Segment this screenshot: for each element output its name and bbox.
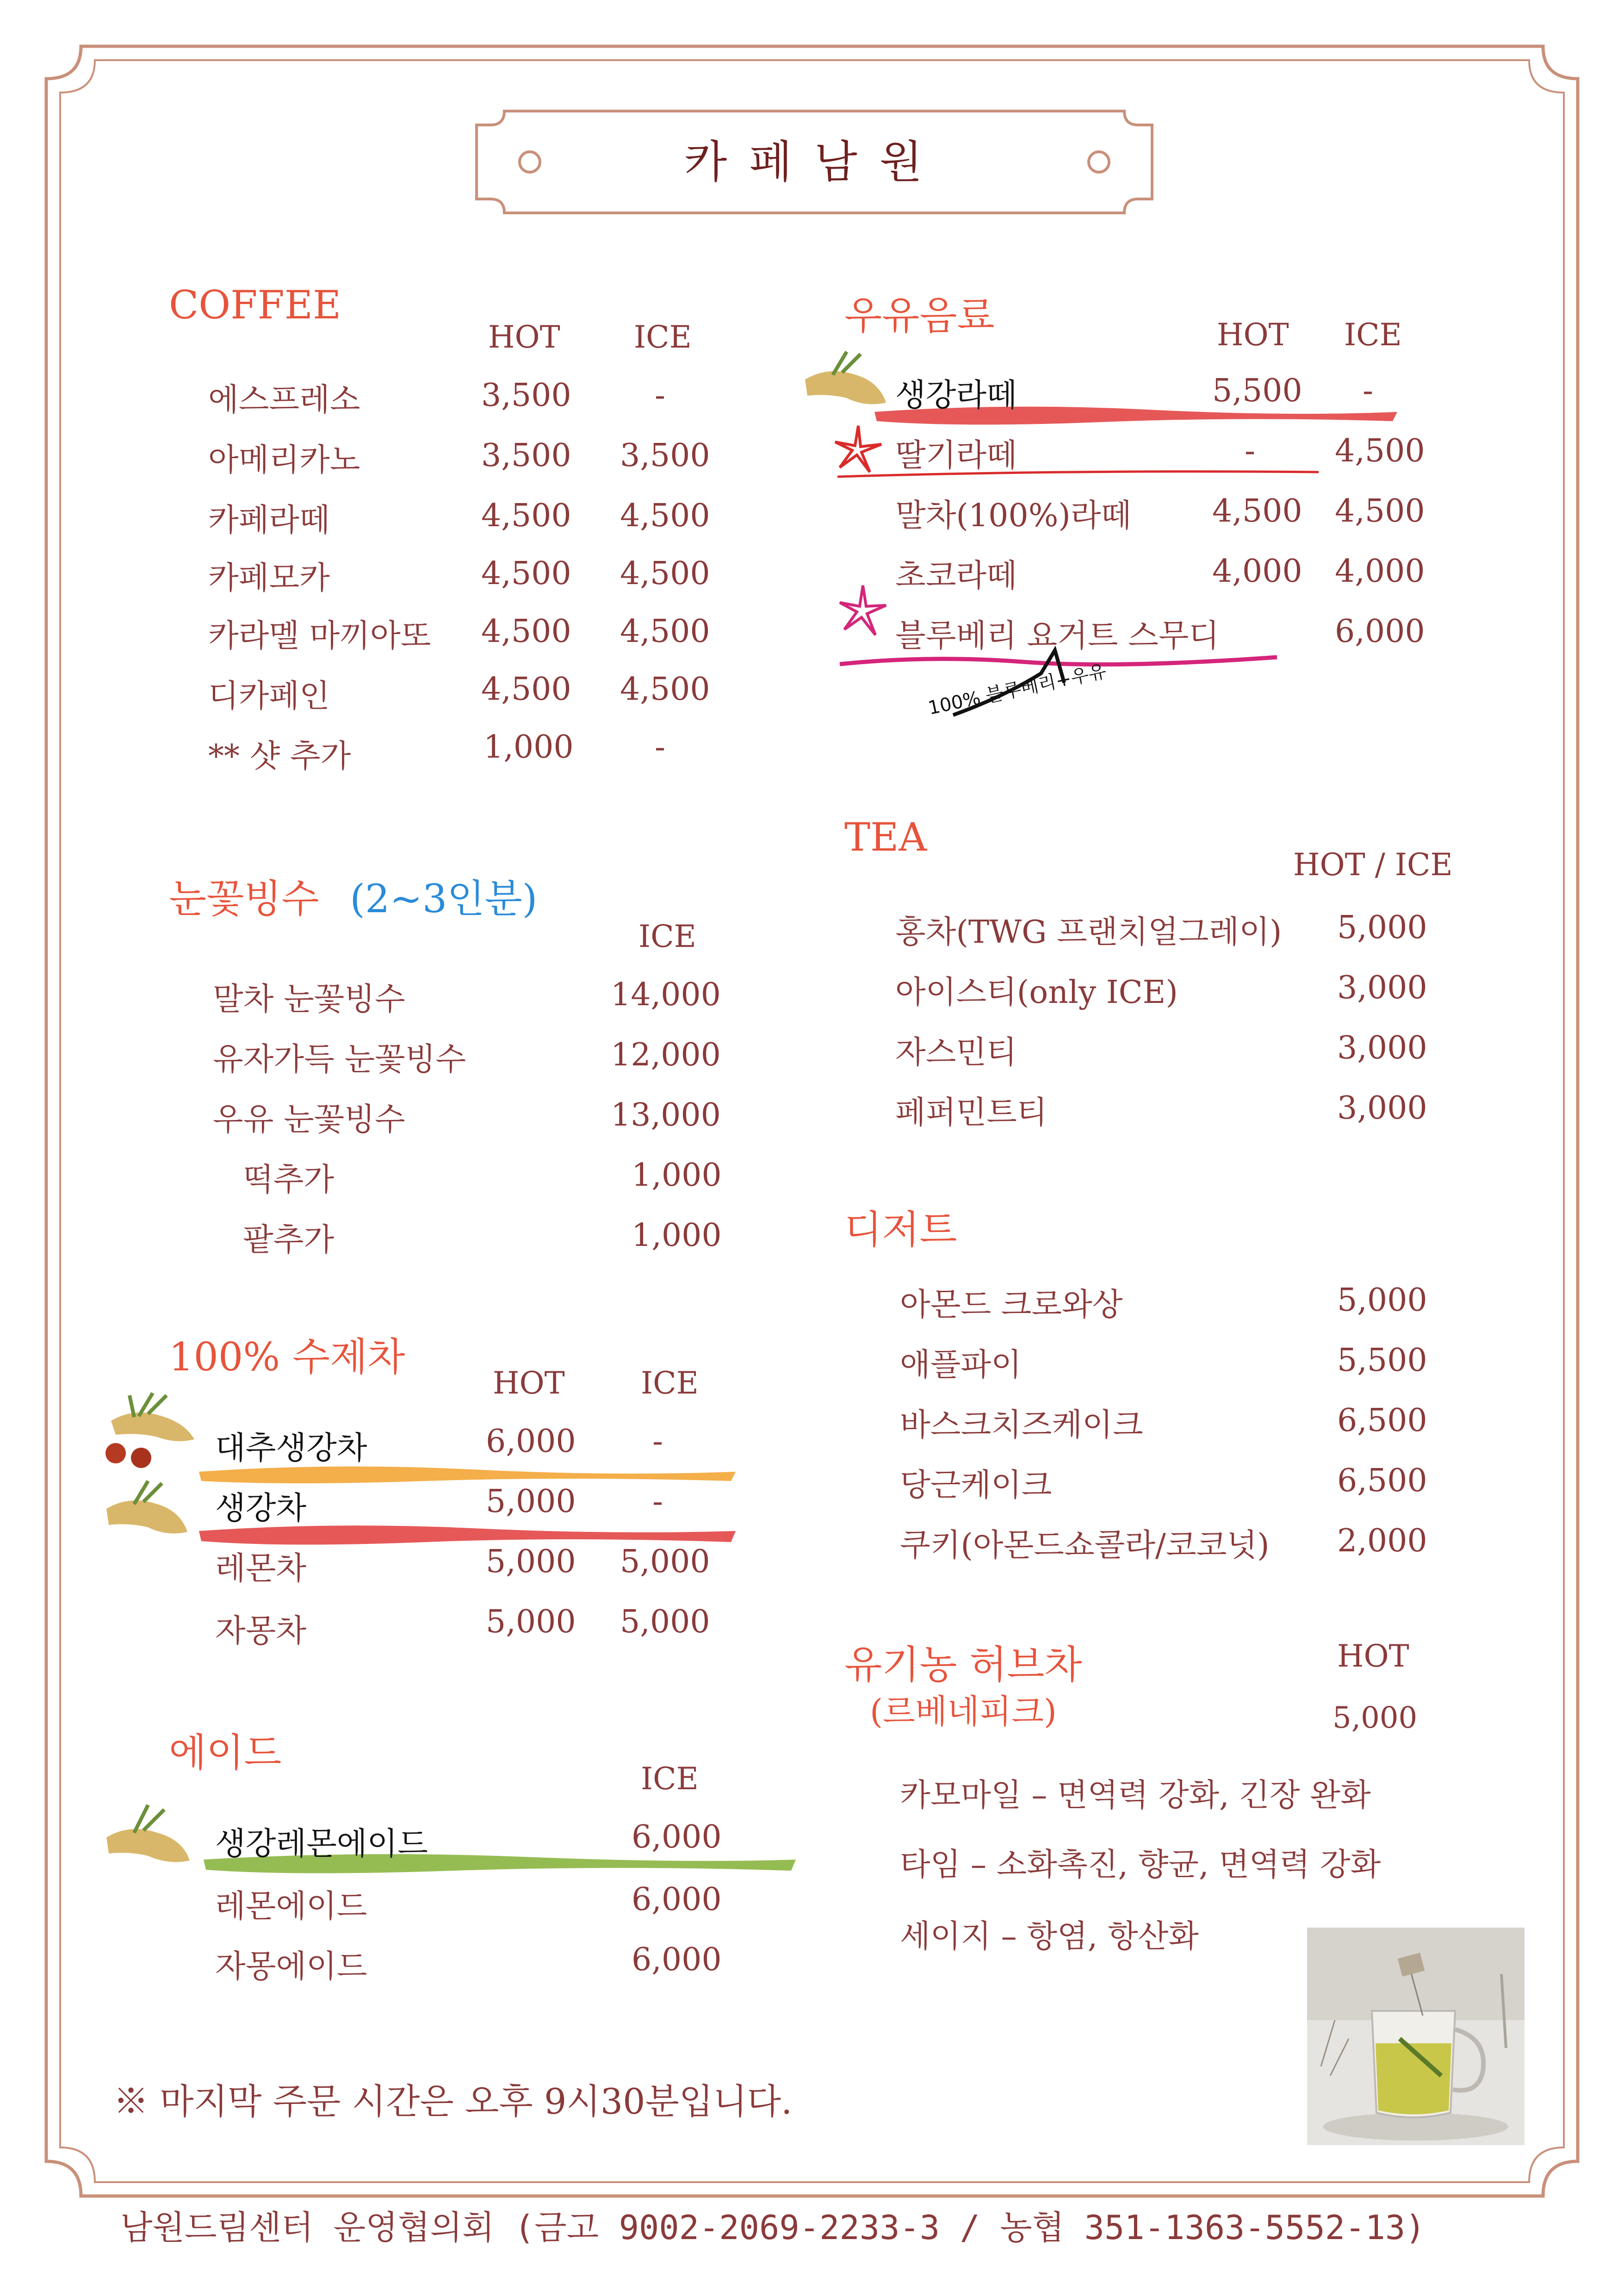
dessert-item-price: 5,000 <box>1337 1282 1427 1319</box>
coffee-item-name: 디카페인 <box>208 678 330 715</box>
tea-item-name: 아이스티(only ICE) <box>895 974 1178 1011</box>
milk-item-ice: - <box>1363 373 1373 409</box>
bingsu-item-name: 유자가득 눈꽃빙수 <box>213 1041 466 1078</box>
herb-item: 세이지 – 항염, 항산화 <box>900 1918 1199 1955</box>
ade-heading: 에이드 <box>169 1730 282 1775</box>
handmade-item-ice: 5,000 <box>620 1543 710 1580</box>
coffee-item-name: 카페라떼 <box>208 502 330 539</box>
milk-item-hot: 4,500 <box>1212 493 1302 529</box>
ginger-icon <box>97 1472 194 1555</box>
herb-heading: 유기농 허브차 <box>844 1642 1082 1687</box>
ginger-icon <box>796 342 888 426</box>
milk-item-name: 딸기라떼 <box>895 437 1017 474</box>
dessert-item-price: 5,500 <box>1337 1342 1427 1379</box>
coffee-item-hot: 4,500 <box>481 613 571 650</box>
bingsu-item-price: 12,000 <box>611 1037 721 1073</box>
herb-hot-header: HOT <box>1337 1638 1409 1674</box>
tea-item-price: 3,000 <box>1337 970 1427 1006</box>
ade-item-name: 레몬에이드 <box>215 1888 367 1925</box>
milk-item-ice: 4,500 <box>1335 433 1425 469</box>
jujube-ginger-icon <box>97 1388 204 1472</box>
footer-account-info: 남원드림센터 운영협의회 (금고 9002-2069-2233-3 / 농협 351-1363-5552-13) <box>120 2208 1426 2247</box>
dessert-item-price: 6,500 <box>1337 1402 1427 1439</box>
bingsu-item-price: 14,000 <box>611 977 721 1013</box>
bingsu-title: 눈꽃빙수 <box>169 876 319 921</box>
milk-item-ice: 4,500 <box>1335 493 1425 529</box>
herb-price: 5,000 <box>1333 1701 1418 1735</box>
bingsu-subtitle: (2~3인분) <box>350 876 538 921</box>
milk-item-hot: 5,500 <box>1212 373 1302 409</box>
handmade-item-name: 생강차 <box>215 1490 307 1527</box>
bingsu-item-price: 13,000 <box>611 1097 721 1133</box>
coffee-ice-header: ICE <box>634 319 692 355</box>
tea-item-price: 5,000 <box>1337 909 1427 946</box>
ade-item-price: 6,000 <box>632 1941 722 1978</box>
dessert-item-name: 애플파이 <box>900 1347 1022 1383</box>
handmade-item-ice: - <box>652 1483 663 1520</box>
dessert-item-price: 6,500 <box>1337 1462 1427 1499</box>
coffee-item-hot: 3,500 <box>481 437 571 474</box>
coffee-item-ice: 4,500 <box>620 613 710 650</box>
ade-item-price: 6,000 <box>632 1881 722 1918</box>
herb-item: 카모마일 – 면역력 강화, 긴장 완화 <box>900 1777 1371 1814</box>
ade-item-price: 6,000 <box>632 1819 722 1855</box>
handmade-item-hot: 5,000 <box>486 1483 576 1520</box>
handmade-item-hot: 5,000 <box>486 1604 576 1640</box>
handmade-item-name: 대추생강차 <box>215 1430 367 1467</box>
dessert-item-name: 당근케이크 <box>900 1467 1052 1504</box>
last-order-note: ※ 마지막 주문 시간은 오후 9시30분입니다. <box>113 2081 793 2122</box>
bingsu-item-price: 1,000 <box>632 1157 722 1194</box>
bingsu-heading <box>169 868 537 924</box>
milk-item-hot: - <box>1245 433 1255 469</box>
coffee-item-ice: 3,500 <box>620 437 710 474</box>
milk-ice-header: ICE <box>1344 317 1402 353</box>
tea-hotice-header: HOT / ICE <box>1293 847 1453 883</box>
ade-item-name: 생강레몬에이드 <box>215 1826 428 1862</box>
milk-item-hot: 4,000 <box>1212 553 1302 590</box>
bingsu-item-name: 말차 눈꽃빙수 <box>213 981 405 1018</box>
tea-item-name: 페퍼민트티 <box>895 1095 1048 1131</box>
coffee-item-hot: 3,500 <box>481 377 571 414</box>
ade-ice-header: ICE <box>641 1761 699 1797</box>
handmade-hot-header: HOT <box>493 1365 565 1401</box>
dessert-item-name: 쿠키(아몬드쇼콜라/코코넛) <box>900 1527 1270 1564</box>
coffee-item-ice: - <box>655 377 665 414</box>
coffee-heading: COFFEE <box>169 282 341 328</box>
coffee-item-name: 아메리카노 <box>208 442 360 479</box>
tea-item-price: 3,000 <box>1337 1090 1427 1126</box>
milk-item-name: 초코라떼 <box>895 558 1017 594</box>
tea-item-name: 자스민티 <box>895 1034 1017 1071</box>
ginger-icon <box>97 1796 199 1888</box>
handmade-item-ice: - <box>652 1423 663 1460</box>
milk-heading: 우유음료 <box>844 293 995 338</box>
coffee-item-ice: 4,500 <box>620 555 710 592</box>
coffee-item-hot: 1,000 <box>483 729 574 765</box>
dessert-item-name: 아몬드 크로와상 <box>900 1287 1123 1323</box>
coffee-item-hot: 4,500 <box>481 555 571 592</box>
milk-item-name: 말차(100%)라떼 <box>895 498 1132 534</box>
coffee-item-name: 에스프레소 <box>208 382 360 418</box>
herb-subtitle: (르베네피크) <box>870 1692 1057 1731</box>
star-doodle-icon <box>833 423 884 474</box>
bingsu-item-name: 우유 눈꽃빙수 <box>213 1101 405 1138</box>
coffee-item-hot: 4,500 <box>481 498 571 534</box>
coffee-item-ice: 4,500 <box>620 671 710 708</box>
handmade-heading: 100% 수제차 <box>169 1334 405 1380</box>
bingsu-item-price: 1,000 <box>632 1217 722 1254</box>
milk-item-name: 생강라떼 <box>895 377 1017 414</box>
handmade-ice-header: ICE <box>641 1365 699 1401</box>
tea-heading: TEA <box>844 815 927 860</box>
milk-item-ice: 4,000 <box>1335 553 1425 590</box>
handmade-item-ice: 5,000 <box>620 1604 710 1640</box>
dessert-item-name: 바스크치즈케이크 <box>900 1407 1143 1444</box>
tea-item-price: 3,000 <box>1337 1030 1427 1066</box>
coffee-item-hot: 4,500 <box>481 671 571 708</box>
bingsu-item-name: 팥추가 <box>243 1222 335 1258</box>
coffee-item-name: ** 샷 추가 <box>208 738 351 775</box>
milk-annotation: 100% 블루베리+우유 <box>926 660 1109 719</box>
coffee-item-name: 카페모카 <box>208 560 330 597</box>
milk-item-ice: 6,000 <box>1335 613 1425 650</box>
herb-tea-photo <box>1307 1928 1525 2145</box>
coffee-item-ice: - <box>655 729 665 765</box>
handmade-item-hot: 6,000 <box>486 1423 576 1460</box>
bingsu-ice-header: ICE <box>638 919 696 954</box>
dessert-heading: 디저트 <box>844 1207 957 1252</box>
dessert-item-price: 2,000 <box>1337 1523 1427 1559</box>
herb-item: 타임 – 소화촉진, 향균, 면역력 강화 <box>900 1847 1381 1883</box>
tea-item-name: 홍차(TWG 프랜치얼그레이) <box>895 914 1282 951</box>
handmade-item-hot: 5,000 <box>486 1543 576 1580</box>
bingsu-item-name: 떡추가 <box>243 1162 335 1198</box>
handmade-item-name: 레몬차 <box>215 1550 307 1587</box>
milk-hot-header: HOT <box>1217 317 1289 353</box>
page-title: 카페남원 <box>684 136 945 188</box>
coffee-hot-header: HOT <box>488 319 560 355</box>
ade-item-name: 자몽에이드 <box>215 1948 367 1985</box>
milk-item-name: 블루베리 요거트 스무디 <box>895 618 1220 654</box>
coffee-item-name: 카라멜 마끼아또 <box>208 618 431 654</box>
coffee-item-ice: 4,500 <box>620 498 710 534</box>
handmade-item-name: 자몽차 <box>215 1613 307 1649</box>
star-doodle-icon <box>837 583 888 639</box>
